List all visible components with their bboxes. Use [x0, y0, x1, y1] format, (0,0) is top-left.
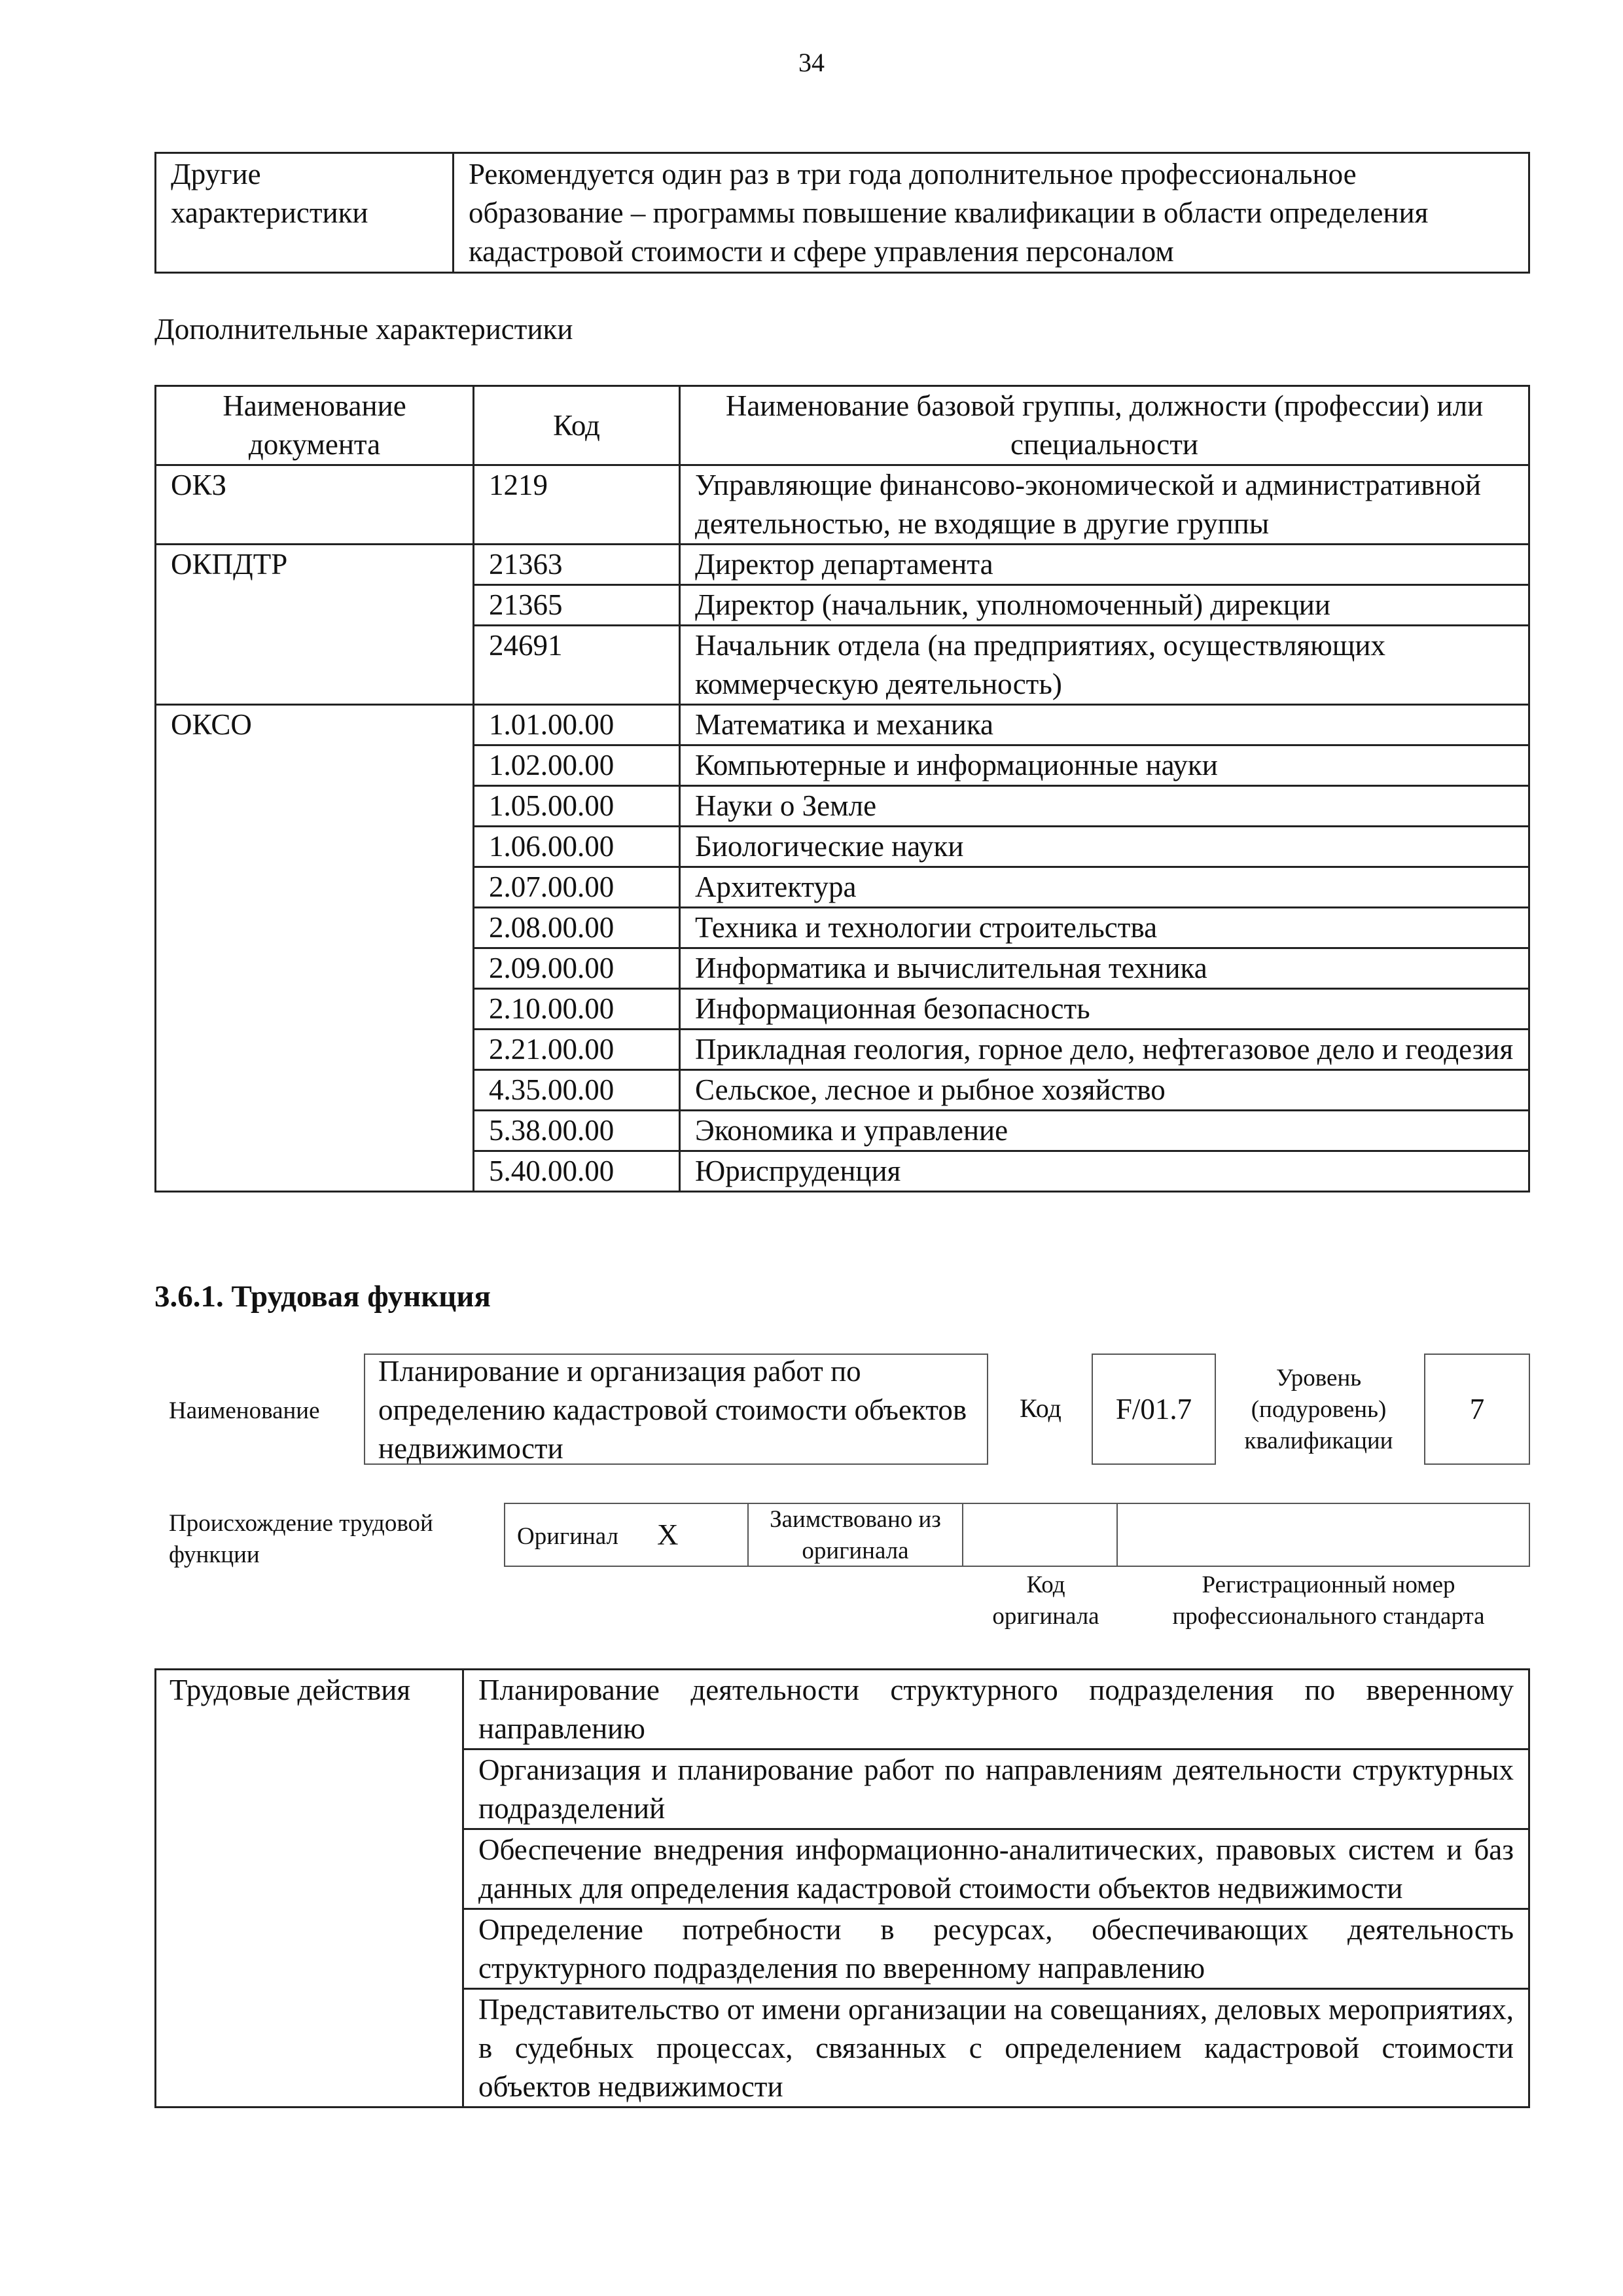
- name-cell: Директор департамента: [680, 545, 1529, 585]
- borrowed-label: Заимствовано из оригинала: [770, 1506, 941, 1564]
- name-cell: Информатика и вычислительная техника: [680, 948, 1529, 989]
- doc-cell: ОКПДТР: [156, 545, 474, 705]
- code-cell: 21365: [474, 585, 680, 626]
- code-cell: 21363: [474, 545, 680, 585]
- level-label: Уровень (подуровень) квалификации: [1244, 1365, 1393, 1454]
- code-cell: 1219: [474, 465, 680, 545]
- reg-number-label: Регистрационный номер профессионального стандарта: [1172, 1571, 1485, 1630]
- code-value: F/01.7: [1115, 1393, 1192, 1426]
- code-cell: 2.08.00.00: [474, 908, 680, 948]
- table-row: [156, 465, 1529, 545]
- labor-action-item: Планирование деятельности структурного подразделения по вверенному направлению: [463, 1670, 1529, 1749]
- code-cell: 1.02.00.00: [474, 745, 680, 786]
- code-cell: 24691: [474, 626, 680, 705]
- name-cell: Математика и механика: [680, 705, 1529, 745]
- code-cell: 1.01.00.00: [474, 705, 680, 745]
- labor-action-item: Организация и планирование работ по направлениям деятельности структурных подразделений: [463, 1749, 1529, 1829]
- original-mark: X: [657, 1518, 679, 1551]
- name-cell: Юриспруденция: [680, 1151, 1529, 1192]
- code-cell: 1.06.00.00: [474, 827, 680, 867]
- other-characteristics-label: Другие характеристики: [156, 153, 454, 273]
- level-value: 7: [1469, 1393, 1485, 1426]
- page-number: 34: [798, 48, 825, 77]
- name-cell: Управляющие финансово-экономической и административной деятельностью, не входящие в другие группы: [680, 465, 1529, 545]
- name-value: Планирование и организация работ по определению кадастровой стоимости объектов недвижимости: [378, 1355, 967, 1465]
- additional-characteristics-table: [154, 385, 1530, 1193]
- code-cell: 5.38.00.00: [474, 1111, 680, 1151]
- origin-code-label: Код оригинала: [992, 1571, 1099, 1630]
- other-characteristics-text: Рекомендуется один раз в три года дополнительное профессиональное образование – программы повышение квалификации в области определения кадастровой стоимости и сфере управления персоналом: [454, 153, 1529, 273]
- code-cell: 2.07.00.00: [474, 867, 680, 908]
- name-cell: Начальник отдела (на предприятиях, осуществляющих коммерческую деятельность): [680, 626, 1529, 705]
- name-cell: Науки о Земле: [680, 786, 1529, 827]
- doc-cell: ОКЗ: [156, 465, 474, 545]
- section-heading: 3.6.1. Трудовая функция: [154, 1280, 491, 1314]
- code-label: Код: [1020, 1393, 1061, 1423]
- table-row: [156, 153, 1529, 273]
- name-cell: Информационная безопасность: [680, 989, 1529, 1030]
- labor-actions-table: [154, 1668, 1530, 2108]
- header-code: Код: [474, 386, 680, 465]
- name-cell: Прикладная геология, горное дело, нефтегазовое дело и геодезия: [680, 1030, 1529, 1070]
- name-cell: Компьютерные и информационные науки: [680, 745, 1529, 786]
- name-cell: Директор (начальник, уполномоченный) дирекции: [680, 585, 1529, 626]
- code-cell: 2.21.00.00: [474, 1030, 680, 1070]
- name-label: Наименование: [169, 1397, 320, 1424]
- other-characteristics-table: [154, 152, 1530, 274]
- origin-label: Происхождение трудовой функции: [169, 1510, 433, 1568]
- name-cell: Техника и технологии строительства: [680, 908, 1529, 948]
- labor-action-item: Определение потребности в ресурсах, обеспечивающих деятельность структурного подразделения по вверенному направлению: [463, 1909, 1529, 1989]
- additional-characteristics-caption: Дополнительные характеристики: [154, 313, 573, 346]
- original-label: Оригинал: [517, 1523, 619, 1550]
- labor-actions-label: Трудовые действия: [156, 1670, 463, 2108]
- name-cell: Сельское, лесное и рыбное хозяйство: [680, 1070, 1529, 1111]
- header-document: Наименование документа: [156, 386, 474, 465]
- code-cell: 5.40.00.00: [474, 1151, 680, 1192]
- labor-action-item: Представительство от имени организации на совещаниях, деловых мероприятиях, в судебных процессах, связанных с определением кадастровой стоимости объектов недвижимости: [463, 1989, 1529, 2108]
- header-group-name: Наименование базовой группы, должности (профессии) или специальности: [680, 386, 1529, 465]
- doc-cell: ОКСО: [156, 705, 474, 1192]
- code-cell: 2.09.00.00: [474, 948, 680, 989]
- name-cell: Биологические науки: [680, 827, 1529, 867]
- name-cell: Экономика и управление: [680, 1111, 1529, 1151]
- name-cell: Архитектура: [680, 867, 1529, 908]
- code-cell: 1.05.00.00: [474, 786, 680, 827]
- code-cell: 2.10.00.00: [474, 989, 680, 1030]
- table-row: [156, 705, 1529, 745]
- code-cell: 4.35.00.00: [474, 1070, 680, 1111]
- labor-action-item: Обеспечение внедрения информационно-аналитических, правовых систем и баз данных для определения кадастровой стоимости объектов недвижимости: [463, 1829, 1529, 1909]
- table-header-row: [156, 386, 1529, 465]
- origin-divider: [1116, 1503, 1118, 1567]
- table-row: [156, 545, 1529, 585]
- table-row: [156, 1670, 1529, 1749]
